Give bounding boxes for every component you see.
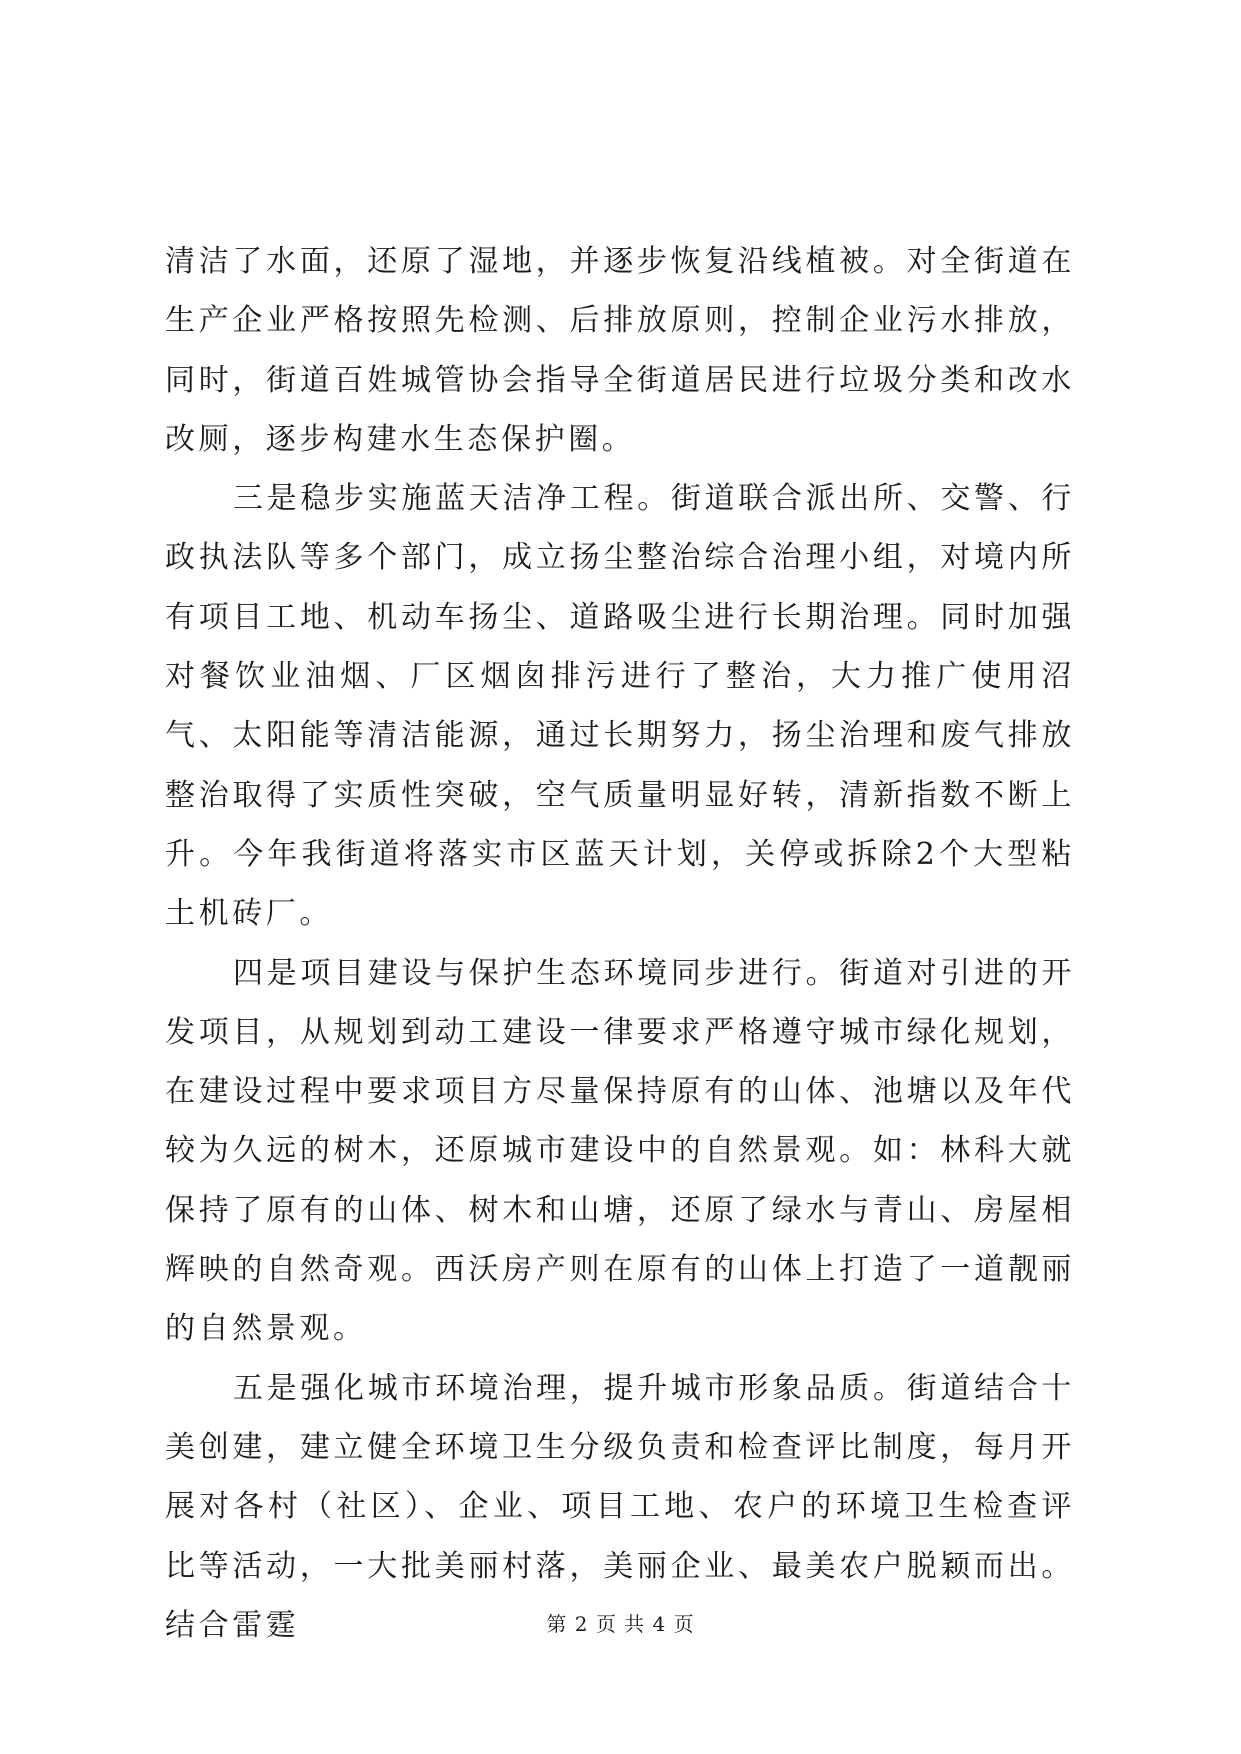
paragraph-4: 五是强化城市环境治理，提升城市形象品质。街道结合十美创建，建立健全环境卫生分级负责和检查评比制度，每月开展对各村（社区）、企业、项目工地、农户的环境卫生检查评比等活动，一大批美丽村落，美丽企业、最美农户脱颖而出。结合雷霆: [165, 1370, 1075, 1643]
paragraph-3: 四是项目建设与保护生态环境同步进行。街道对引进的开发项目，从规划到动工建设一律要求严格遵守城市绿化规划，在建设过程中要求项目方尽量保持原有的山体、池塘以及年代较为久远的树木，还原城市建设中的自然景观。如：林科大就保持了原有的山体、树木和山塘，还原了绿水与青山、房屋相辉映的自然奇观。西沃房产则在原有的山体上打造了一道靓丽的自然景观。: [165, 955, 1075, 1347]
document-body: [165, 232, 1075, 1655]
paragraph-1: 清洁了水面，还原了湿地，并逐步恢复沿线植被。对全街道在生产企业严格按照先检测、后排放原则，控制企业污水排放，同时，街道百姓城管协会指导全街道居民进行垃圾分类和改水改厕，逐步构建水生态保护圈。: [165, 244, 1075, 457]
page-footer: 第 2 页 共 4 页: [546, 1612, 695, 1636]
paragraph-2: 三是稳步实施蓝天洁净工程。街道联合派出所、交警、行政执法队等多个部门，成立扬尘整治综合治理小组，对境内所有项目工地、机动车扬尘、道路吸尘进行长期治理。同时加强对餐饮业油烟、厂区烟囱排污进行了整治，大力推广使用沼气、太阳能等清洁能源，通过长期努力，扬尘治理和废气排放整治取得了实质性突破，空气质量明显好转，清新指数不断上升。今年我街道将落实市区蓝天计划，关停或拆除2个大型粘土机砖厂。: [165, 481, 1075, 932]
